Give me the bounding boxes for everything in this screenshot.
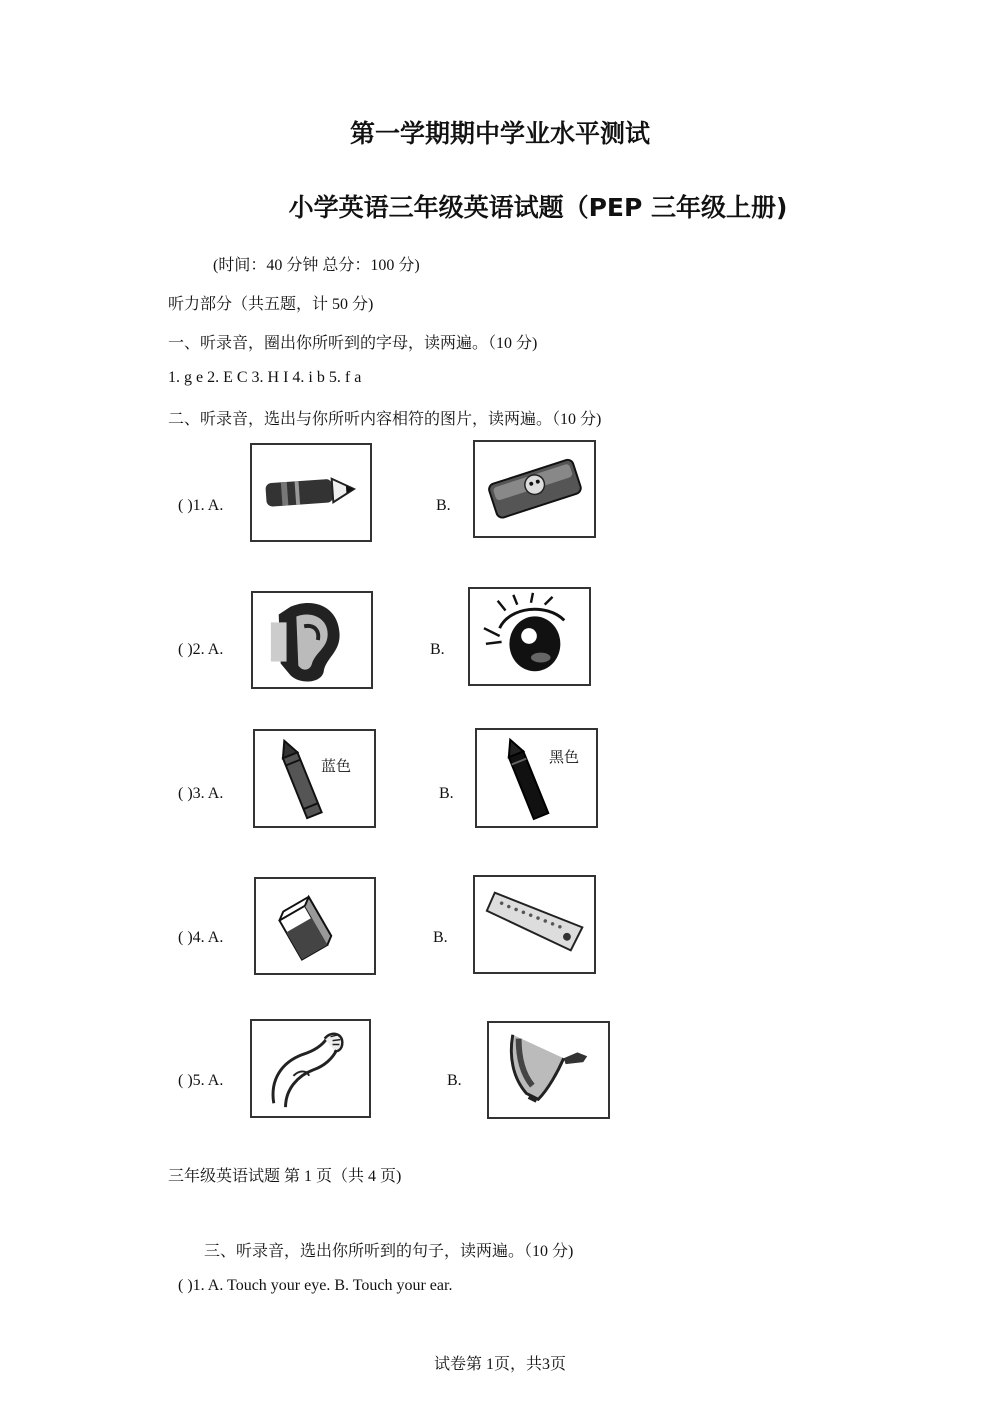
option-4a-image[interactable] — [254, 877, 376, 975]
option-5b-image[interactable] — [487, 1021, 610, 1119]
section1-heading: 一、听录音，圈出你所听到的字母，读两遍。（10 分) — [168, 335, 538, 352]
question-2-b-label: B. — [430, 641, 445, 658]
page-subtitle: 小学英语三年级英语试题（PEP 三年级上册) — [288, 193, 788, 222]
option-3b-image[interactable] — [475, 728, 598, 828]
arm-icon — [252, 1021, 369, 1116]
option-1a-image[interactable] — [250, 443, 372, 542]
option-1b-image[interactable] — [473, 440, 596, 538]
question-5-b-label: B. — [447, 1072, 462, 1089]
time-total-line: (时间：40 分钟 总分：100 分) — [213, 257, 420, 274]
page-footer: 试卷第 1页，共3页 — [433, 1356, 566, 1373]
pencil-icon — [252, 445, 370, 540]
question-3-label: ( )3. A. — [178, 785, 224, 802]
pencil-box-icon — [475, 442, 594, 536]
ruler-icon — [475, 877, 594, 972]
option-2b-image[interactable] — [468, 587, 591, 686]
question-4-b-label: B. — [433, 929, 448, 946]
leg-icon — [489, 1023, 608, 1117]
black-crayon-icon — [477, 730, 596, 826]
option-3b-caption: 黑色 — [549, 748, 580, 766]
eye-icon — [470, 589, 589, 684]
question-3-b-label: B. — [439, 785, 454, 802]
section2-heading: 二、听录音，选出与你所听内容相符的图片，读两遍。（10 分) — [168, 411, 602, 428]
question-1-b-label: B. — [436, 497, 451, 514]
page-footer-1: 三年级英语试题 第 1 页（共 4 页) — [168, 1168, 402, 1185]
option-2a-image[interactable] — [251, 591, 373, 689]
page-title: 第一学期期中学业水平测试 — [349, 119, 650, 148]
question-2-label: ( )2. A. — [178, 641, 224, 658]
question-4-label: ( )4. A. — [178, 929, 224, 946]
option-3a-caption: 蓝色 — [321, 757, 352, 775]
question-5-label: ( )5. A. — [178, 1072, 224, 1089]
question-1-label: ( )1. A. — [178, 497, 224, 514]
option-5a-image[interactable] — [250, 1019, 371, 1118]
ear-icon — [253, 593, 371, 687]
option-3a-image[interactable] — [253, 729, 376, 828]
section3-heading: 三、听录音，选出你所听到的句子，读两遍。（10 分) — [204, 1243, 574, 1260]
section3-question-1: ( )1. A. Touch your eye. B. Touch your ear. — [178, 1277, 453, 1294]
listening-header: 听力部分（共五题，计 50 分) — [168, 296, 374, 313]
blue-crayon-icon — [255, 731, 374, 826]
option-4b-image[interactable] — [473, 875, 596, 974]
eraser-icon — [256, 879, 374, 973]
section1-items: 1. g e 2. E C 3. H I 4. i b 5. f a — [168, 369, 362, 386]
